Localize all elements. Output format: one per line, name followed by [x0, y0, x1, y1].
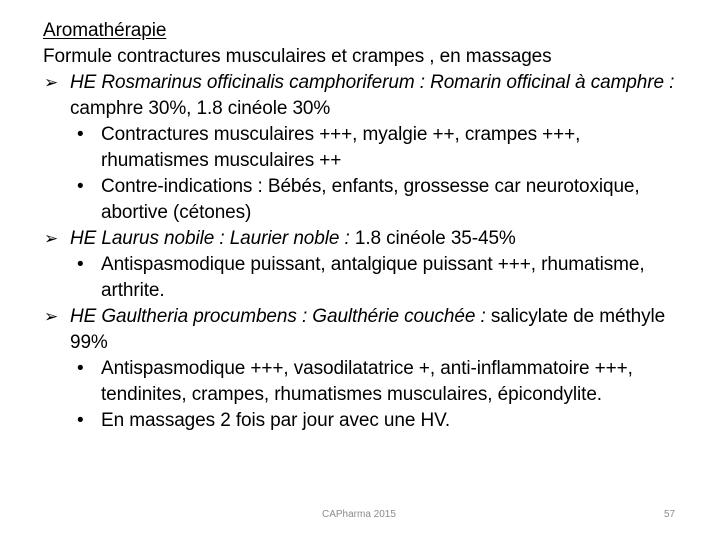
sub-list-item [43, 356, 693, 408]
dot-bullet-icon: • [77, 176, 84, 197]
dot-bullet-icon: • [77, 124, 84, 145]
sub-list-item [43, 408, 693, 434]
item-heading: HE Gaultheria procumbens : Gaulthérie couchée : [70, 306, 486, 327]
dot-bullet-icon: • [77, 410, 84, 431]
slide-body [43, 18, 693, 434]
arrow-bullet-icon: ➢ [44, 229, 59, 248]
sub-list-item [43, 174, 693, 226]
sub-list-item [43, 252, 693, 304]
item-detail: salicylate de méthyle 99% [70, 306, 666, 353]
footer-label: CAPharma 2015 [322, 509, 396, 520]
page-number: 57 [664, 509, 676, 520]
list-item [43, 226, 693, 252]
slide-subtitle: Formule contractures musculaires et crampes , en massages [43, 46, 552, 67]
dot-bullet-icon: • [77, 358, 84, 379]
sub-item-text: Antispasmodique +++, vasodilatatrice +, anti-inflammatoire +++, tendinites, crampes, rhumatismes musculaires, épicondylite. [101, 358, 633, 405]
item-heading: HE Laurus nobile : Laurier noble : [70, 228, 350, 249]
slide-title: Aromathérapie [43, 20, 167, 41]
list-item [43, 304, 693, 356]
sub-item-text: Antispasmodique puissant, antalgique puissant +++, rhumatisme, arthrite. [101, 254, 645, 301]
dot-bullet-icon: • [77, 254, 84, 275]
sub-item-text: Contre-indications : Bébés, enfants, grossesse car neurotoxique, abortive (cétones) [101, 176, 640, 223]
arrow-bullet-icon: ➢ [44, 307, 59, 326]
arrow-bullet-icon: ➢ [44, 73, 59, 92]
item-detail: camphre 30%, 1.8 cinéole 30% [70, 98, 331, 119]
item-heading: HE Rosmarinus officinalis camphoriferum : Romarin officinal à camphre : [70, 72, 675, 93]
sub-list-item [43, 122, 693, 174]
sub-item-text: Contractures musculaires +++, myalgie ++, crampes +++, rhumatismes musculaires ++ [101, 124, 581, 171]
list-item [43, 70, 693, 122]
sub-item-text: En massages 2 fois par jour avec une HV. [101, 410, 451, 431]
item-detail: 1.8 cinéole 35-45% [349, 228, 516, 249]
